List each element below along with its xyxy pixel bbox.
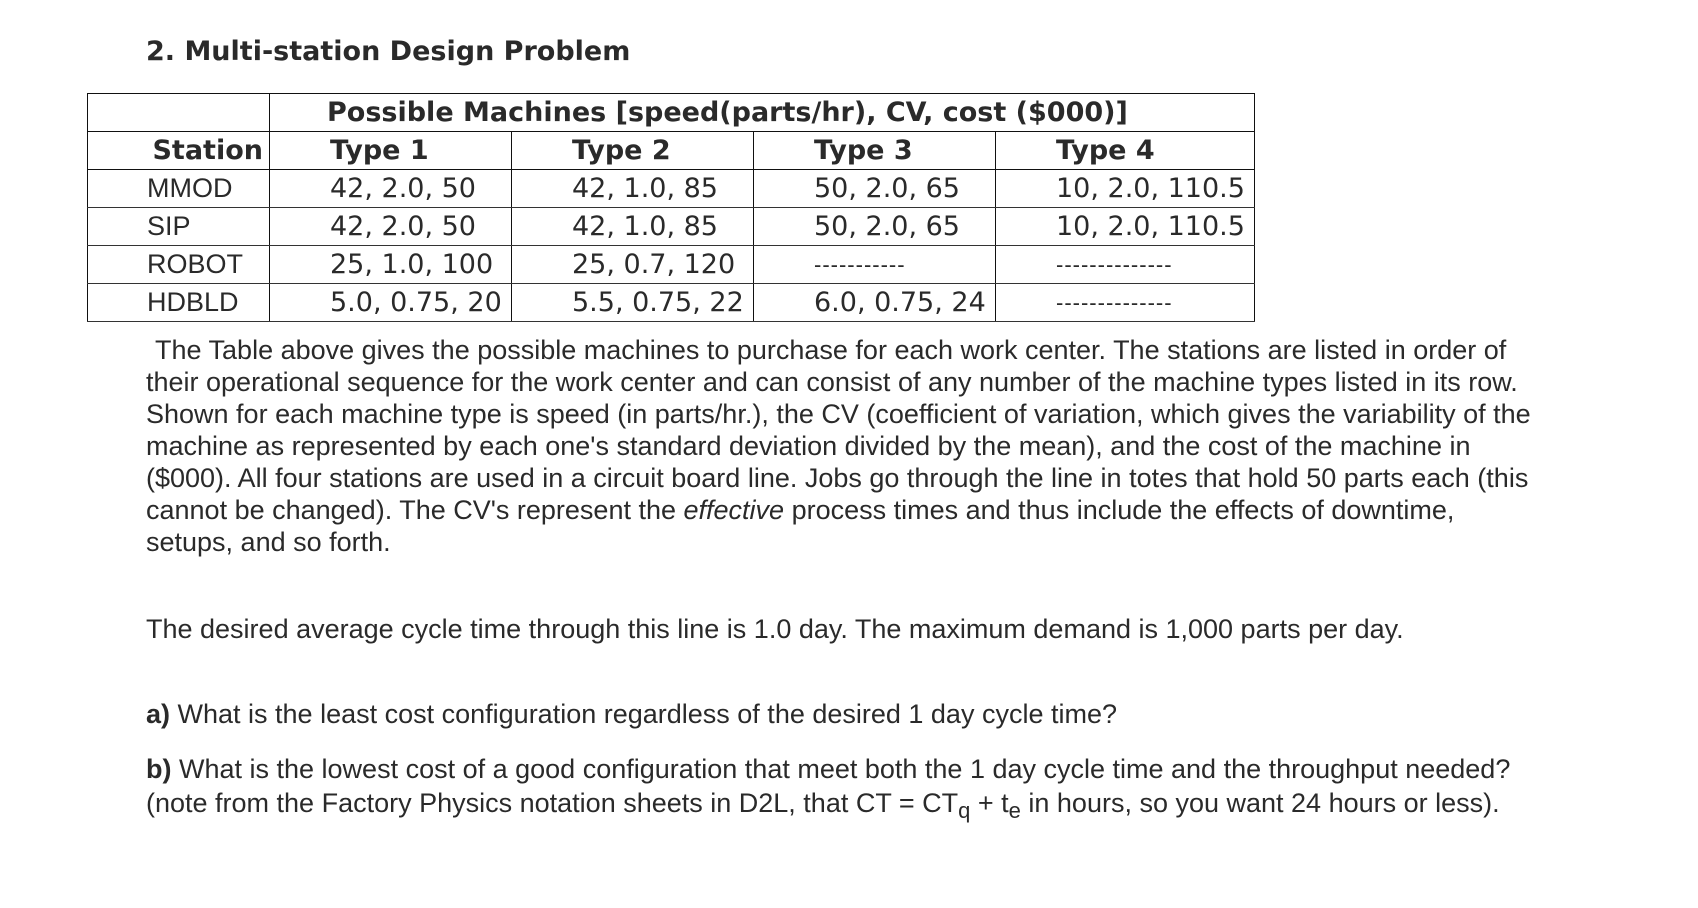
machine-cell: 10, 2.0, 110.5	[996, 208, 1255, 246]
type-header: Type 2	[512, 132, 754, 170]
machine-cell: 25, 1.0, 100	[270, 246, 512, 284]
station-name: SIP	[88, 208, 270, 246]
table-row	[88, 246, 1255, 284]
question-a-label: a)	[146, 699, 171, 729]
question-b-subscript-e: e	[1008, 798, 1021, 823]
intro-text-2: process times and thus include the effects of downtime, setups, and so forth.	[146, 495, 1455, 557]
table-group-header-row	[88, 94, 1255, 132]
type-header: Type 4	[996, 132, 1255, 170]
station-name: HDBLD	[88, 284, 270, 322]
intro-emphasis: effective	[683, 495, 785, 525]
station-name: MMOD	[88, 170, 270, 208]
machine-cell: 10, 2.0, 110.5	[996, 170, 1255, 208]
machine-cell: 50, 2.0, 65	[754, 170, 996, 208]
page-title: 2. Multi-station Design Problem	[146, 36, 631, 67]
intro-text-1: The Table above gives the possible machines to purchase for each work center. The stations are listed in order of their operational sequence for the work center and can consist of any number of the machine types listed in its row. Shown for each machine type is speed (in parts/hr.), the CV (coefficient of variation, which gives the variability of the machine as represented by each one's standard deviation divided by the mean), and the cost of the machine in ($000). All four stations are used in a circuit board line. Jobs go through the line in totes that hold 50 parts each (this cannot be changed). The CV's represent the	[146, 335, 1531, 525]
machines-table	[87, 93, 1255, 322]
type-header: Type 1	[270, 132, 512, 170]
machine-cell: 6.0, 0.75, 24	[754, 284, 996, 322]
question-a	[146, 698, 1536, 730]
table-row	[88, 284, 1255, 322]
type-header: Type 3	[754, 132, 996, 170]
table-row	[88, 208, 1255, 246]
machine-cell: 25, 0.7, 120	[512, 246, 754, 284]
machine-cell: 50, 2.0, 65	[754, 208, 996, 246]
question-b-subscript-q: q	[958, 798, 971, 823]
table-type-header-row	[88, 132, 1255, 170]
question-b	[146, 752, 1536, 828]
question-b-text-2: + t	[970, 788, 1009, 818]
machine-cell: 5.0, 0.75, 20	[270, 284, 512, 322]
station-name: ROBOT	[88, 246, 270, 284]
machine-cell-empty: -----------	[754, 246, 996, 284]
table-group-header: Possible Machines [speed(parts/hr), CV, cost ($000)]	[270, 94, 1255, 132]
table-row	[88, 170, 1255, 208]
question-b-label: b)	[146, 754, 172, 784]
question-b-text-1: What is the lowest cost of a good configuration that meet both the 1 day cycle time and the throughput needed? (note from the Factory Physics notation sheets in D2L, that CT = CT	[146, 754, 1511, 818]
machine-cell: 42, 1.0, 85	[512, 208, 754, 246]
demand-paragraph: The desired average cycle time through this line is 1.0 day. The maximum demand is 1,000 parts per day.	[146, 614, 1404, 644]
question-a-text: What is the least cost configuration regardless of the desired 1 day cycle time?	[170, 699, 1117, 729]
machine-cell: 5.5, 0.75, 22	[512, 284, 754, 322]
station-column-header: Station	[88, 132, 270, 170]
intro-paragraph	[146, 334, 1536, 558]
question-b-text-3: in hours, so you want 24 hours or less).	[1020, 788, 1500, 818]
machine-cell-empty: --------------	[996, 246, 1255, 284]
machine-cell: 42, 2.0, 50	[270, 208, 512, 246]
machine-cell: 42, 2.0, 50	[270, 170, 512, 208]
machine-cell: 42, 1.0, 85	[512, 170, 754, 208]
machine-cell-empty: --------------	[996, 284, 1255, 322]
table-corner-cell	[88, 94, 270, 132]
